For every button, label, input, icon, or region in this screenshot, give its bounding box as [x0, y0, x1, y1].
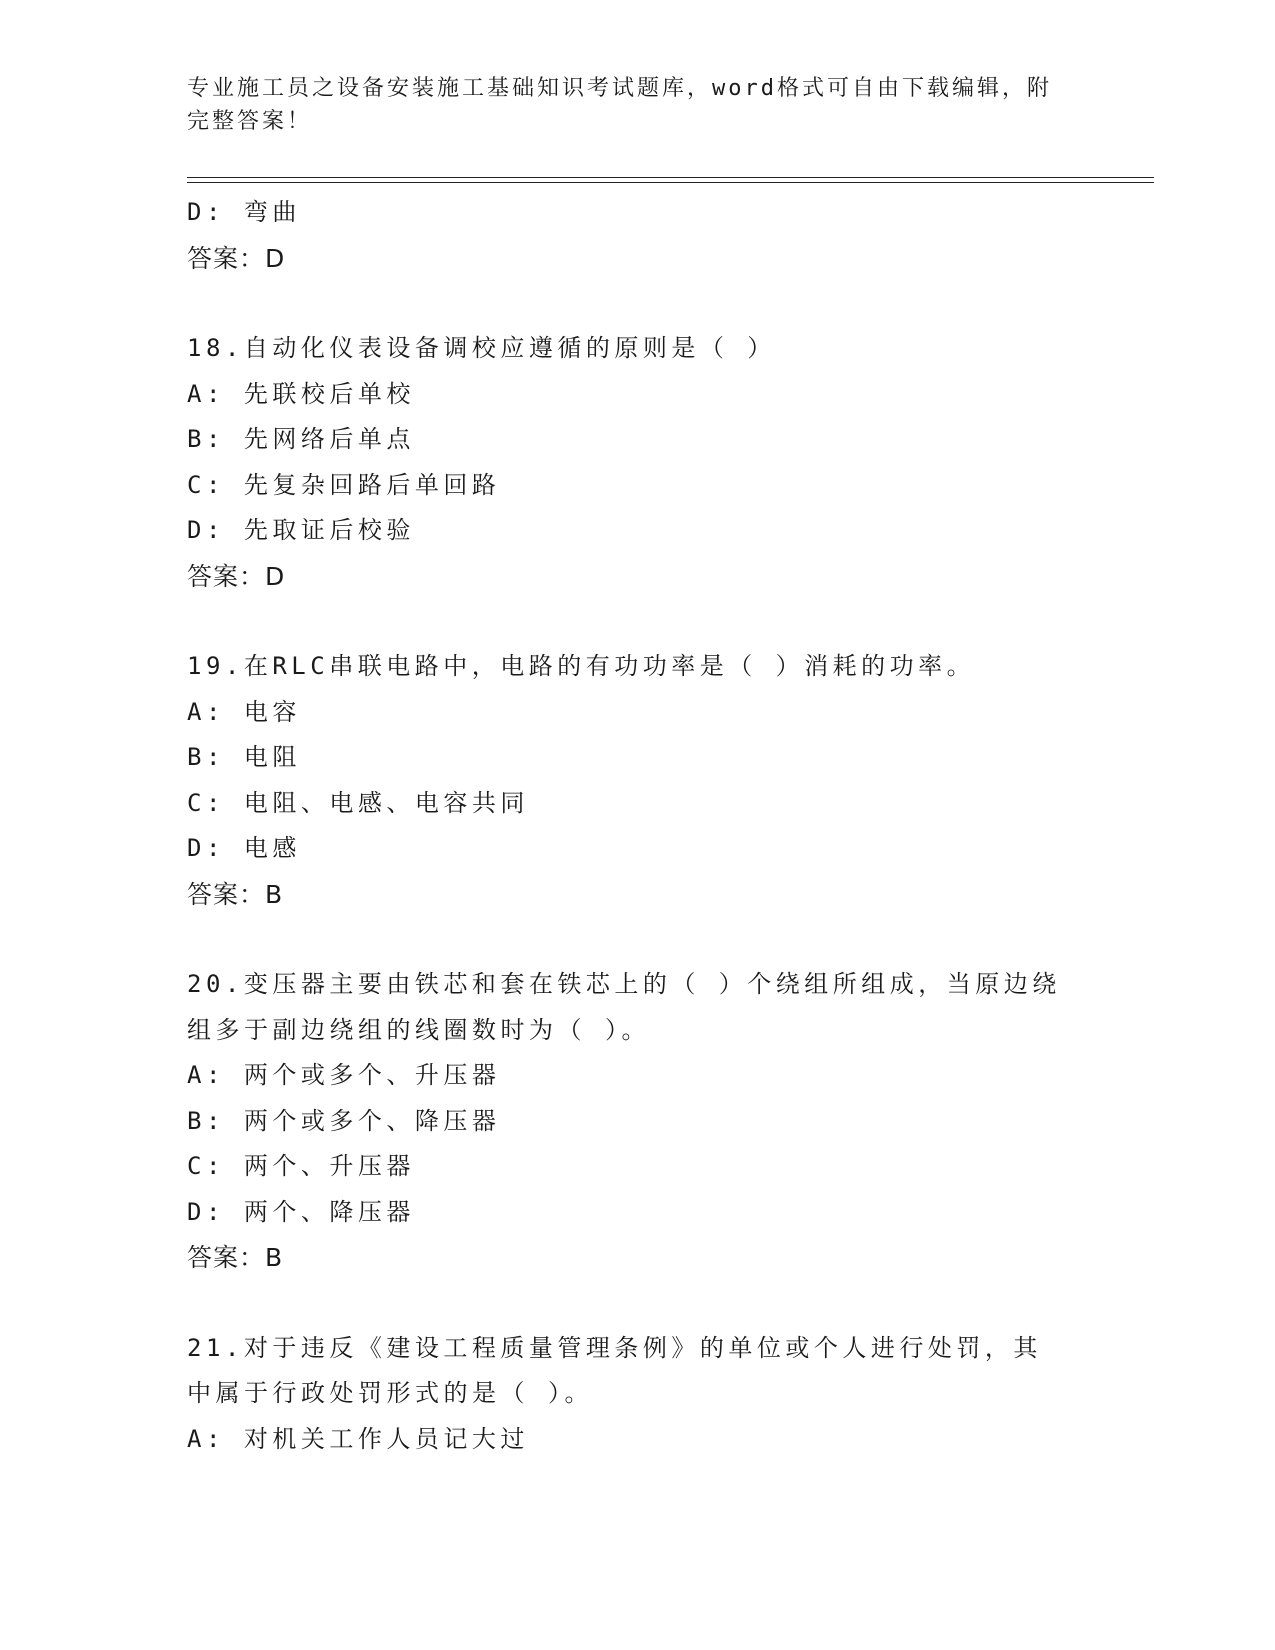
option-line: D: 先取证后校验 — [187, 516, 415, 544]
option-line: A: 两个或多个、升压器 — [187, 1061, 501, 1089]
option-line: B: 电阻 — [187, 743, 301, 771]
question-stem: 18.自动化仪表设备调校应遵循的原则是（ ） — [187, 334, 776, 362]
option-line: C: 电阻、电感、电容共同 — [187, 788, 529, 817]
header-divider-bottom — [187, 182, 1154, 183]
question-19 — [187, 644, 1107, 917]
option-line: B: 两个或多个、降压器 — [187, 1106, 501, 1135]
answer-line: 答案：D — [187, 243, 286, 273]
option-line: C: 两个、升压器 — [187, 1152, 415, 1180]
question-stem: 21.对于违反《建设工程质量管理条例》的单位或个人进行处罚，其中属于行政处罚形式的是（ ）。 — [187, 1333, 1042, 1407]
option-line: C: 先复杂回路后单回路 — [187, 470, 501, 499]
option-line: A: 电容 — [187, 697, 301, 726]
answer-line: 答案：B — [187, 1243, 284, 1272]
carryover-block — [187, 190, 1107, 281]
header-divider-top — [187, 177, 1154, 178]
question-stem: 20.变压器主要由铁芯和套在铁芯上的（ ）个绕组所组成，当原边绕组多于副边绕组的线圈数时为（ ）。 — [187, 970, 1061, 1044]
answer-line: 答案：B — [187, 879, 284, 909]
question-21 — [187, 1326, 1107, 1463]
option-line: A: 对机关工作人员记大过 — [187, 1424, 529, 1453]
option-line: B: 先网络后单点 — [187, 425, 415, 453]
option-line: D: 两个、降压器 — [187, 1197, 415, 1226]
question-stem: 19.在RLC串联电路中，电路的有功功率是（ ）消耗的功率。 — [187, 652, 976, 680]
answer-line: 答案：D — [187, 561, 286, 591]
question-20 — [187, 962, 1107, 1281]
question-list — [187, 190, 1107, 1462]
option-line: A: 先联校后单校 — [187, 379, 415, 408]
option-line: D: 弯曲 — [187, 198, 301, 226]
document-header: 专业施工员之设备安装施工基础知识考试题库，word格式可自由下载编辑，附完整答案！ — [187, 76, 1052, 134]
option-line: D: 电感 — [187, 834, 301, 862]
question-18 — [187, 326, 1107, 599]
